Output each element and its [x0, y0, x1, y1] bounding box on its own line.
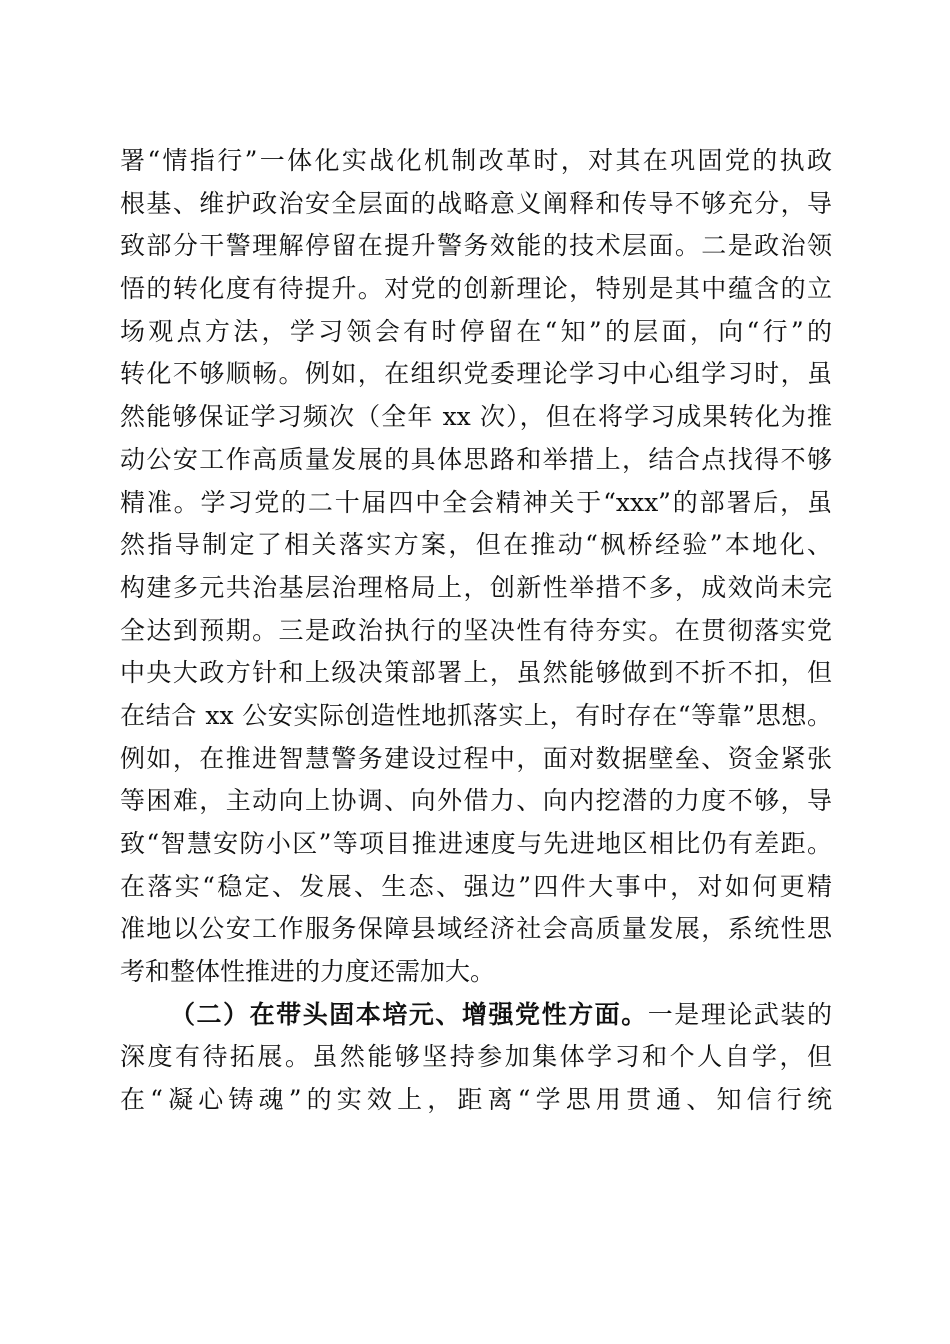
text-line: 中央大政方针和上级决策部署上，虽然能够做到不折不扣，但	[120, 658, 832, 688]
text-run: 一是理论武装的	[647, 999, 832, 1029]
text-line: 深度有待拓展。虽然能够坚持参加集体学习和个人自学，但	[120, 1042, 832, 1072]
text-line: 考和整体性推进的力度还需加大。	[120, 957, 496, 987]
section-heading: （二）在带头固本培元、增强党性方面。	[170, 999, 648, 1029]
text-line: 等困难，主动向上协调、向外借力、向内挖潜的力度不够，导	[120, 786, 832, 816]
text-line: 致部分干警理解停留在提升警务效能的技术层面。二是政治领	[120, 231, 832, 261]
text-line: 然能够保证学习频次（全年 xx 次），但在将学习成果转化为推	[120, 402, 832, 432]
text-line: 然指导制定了相关落实方案，但在推动“枫桥经验”本地化、	[120, 530, 832, 560]
text-line: 转化不够顺畅。例如，在组织党委理论学习中心组学习时，虽	[120, 359, 832, 389]
text-line: 致“智慧安防小区”等项目推进速度与先进地区相比仍有差距。	[120, 829, 832, 858]
text-line: 根基、维护政治安全层面的战略意义阐释和传导不够充分，导	[120, 188, 832, 218]
section-heading-line	[120, 994, 832, 1037]
text-line: 准地以公安工作服务保障县域经济社会高质量发展，系统性思	[120, 914, 832, 944]
text-line: 例如，在推进智慧警务建设过程中，面对数据壁垒、资金紧张	[120, 743, 832, 773]
text-line: 动公安工作高质量发展的具体思路和举措上，结合点找得不够	[120, 444, 832, 474]
text-line: 在结合 xx 公安实际创造性地抓落实上，有时存在“等靠”思想。	[120, 700, 832, 730]
text-line: 在落实“稳定、发展、生态、强边”四件大事中，对如何更精	[120, 871, 832, 901]
body-text	[120, 140, 832, 1122]
text-line: 精准。学习党的二十届四中全会精神关于“xxx”的部署后，虽	[120, 487, 832, 517]
text-line: 在“凝心铸魂”的实效上，距离“学思用贯通、知信行统	[120, 1085, 832, 1115]
text-line: 场观点方法，学习领会有时停留在“知”的层面，向“行”的	[120, 316, 832, 346]
text-line: 构建多元共治基层治理格局上，创新性举措不多，成效尚未完	[120, 572, 832, 602]
text-line: 全达到预期。三是政治执行的坚决性有待夯实。在贯彻落实党	[120, 615, 832, 645]
text-line: 署“情指行”一体化实战化机制改革时，对其在巩固党的执政	[120, 146, 832, 175]
text-line: 悟的转化度有待提升。对党的创新理论，特别是其中蕴含的立	[120, 274, 832, 304]
